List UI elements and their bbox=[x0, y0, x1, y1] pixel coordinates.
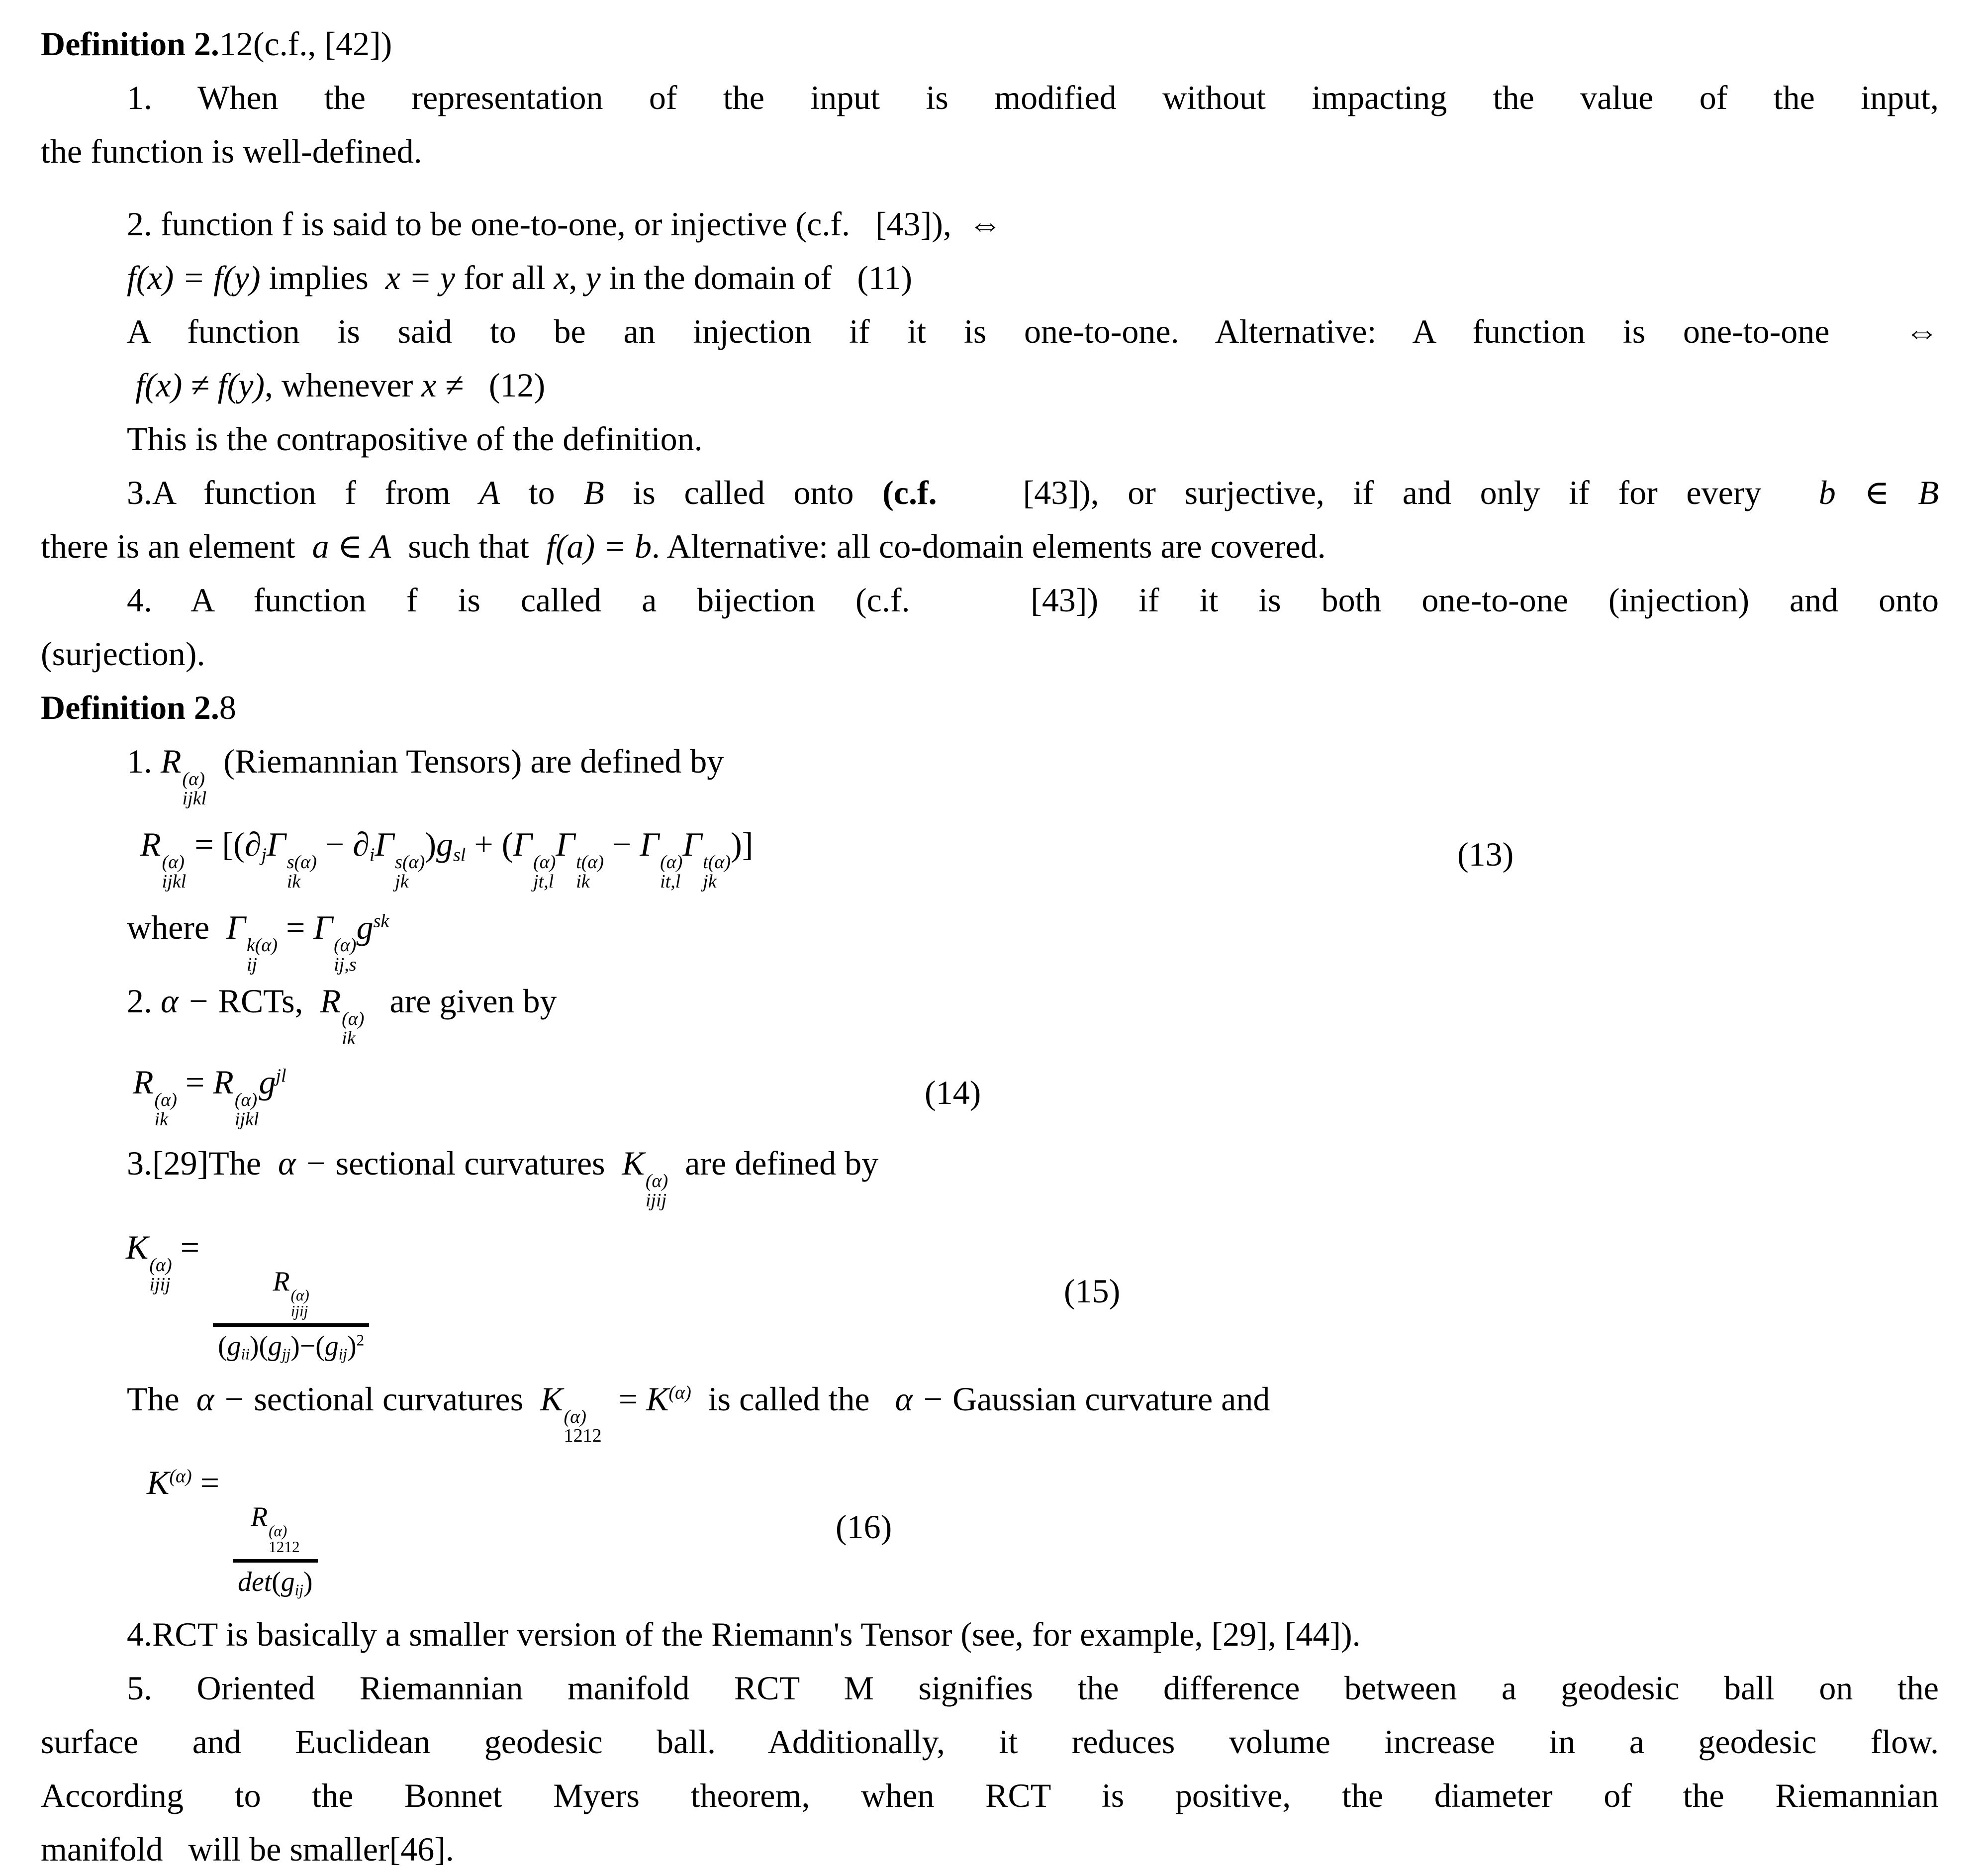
script-stack bbox=[660, 853, 682, 891]
text: sectional curvatures bbox=[327, 1144, 622, 1182]
text: [43]), or surjective, if and only if for every bbox=[937, 474, 1819, 511]
superscript: (α) bbox=[290, 1286, 309, 1304]
math-symbol: Γ bbox=[375, 825, 394, 863]
math-symbol: )] bbox=[731, 825, 754, 863]
subscript: i bbox=[369, 844, 375, 866]
text: . Alternative: all co-domain elements are covered. bbox=[652, 527, 1326, 565]
def28-item5-line3 bbox=[41, 1769, 1939, 1822]
script-stack bbox=[533, 853, 556, 891]
inline-math: α − bbox=[196, 1380, 246, 1418]
math-symbol: Γ bbox=[267, 825, 286, 863]
text: 1. When the representation of the input is modified without impacting the value of the input, bbox=[127, 79, 1939, 116]
equation-16 bbox=[41, 1446, 1939, 1607]
math-token bbox=[556, 825, 604, 892]
inline-math: B bbox=[583, 474, 604, 511]
math-symbol: ( bbox=[272, 1566, 281, 1597]
math-symbol: g bbox=[227, 1331, 241, 1362]
math-token bbox=[226, 908, 278, 975]
superscript: (α) bbox=[182, 769, 205, 790]
script-stack bbox=[646, 1172, 668, 1210]
superscript: sk bbox=[373, 910, 389, 931]
math-symbol: R bbox=[140, 825, 161, 863]
inline-math: y bbox=[585, 259, 601, 296]
superscript: t(α) bbox=[703, 851, 731, 873]
math-symbol: K bbox=[622, 1144, 645, 1182]
math-symbol: R bbox=[251, 1501, 268, 1533]
text: are defined by bbox=[668, 1144, 879, 1182]
math-symbol: = bbox=[191, 1464, 228, 1502]
def28-item3-intro bbox=[41, 1136, 1939, 1210]
subscript: it,l bbox=[660, 871, 681, 892]
inline-math: x = y bbox=[385, 259, 456, 296]
def28-item1-intro bbox=[41, 734, 1939, 808]
item4-line2 bbox=[41, 627, 1939, 681]
bold-text: Definition 2. bbox=[41, 689, 219, 726]
subscript: ij,s bbox=[334, 954, 357, 975]
math-symbol: g bbox=[436, 825, 453, 863]
math-symbol: Γ bbox=[313, 908, 333, 946]
heading-definition-2-12 bbox=[41, 17, 1939, 71]
math-token bbox=[177, 1063, 213, 1101]
math-token bbox=[273, 1266, 309, 1320]
math-symbol: = bbox=[278, 908, 314, 946]
math-symbol: = bbox=[172, 1228, 208, 1266]
script-stack bbox=[183, 770, 207, 808]
text: 2. function f is said to be one-to-one, or injective (c.f. [43]), bbox=[127, 205, 968, 243]
subscript: 1212 bbox=[564, 1425, 602, 1447]
math-symbol: + ( bbox=[466, 825, 513, 863]
subscript: ik bbox=[576, 871, 590, 892]
script-stack bbox=[342, 1009, 364, 1048]
script-stack bbox=[576, 853, 604, 891]
subscript: sl bbox=[453, 844, 466, 866]
equation-number: (13) bbox=[1457, 835, 1514, 874]
text: such that bbox=[391, 527, 546, 565]
item1-line2 bbox=[41, 124, 1939, 178]
math-symbol: )−( bbox=[290, 1331, 325, 1362]
math-token bbox=[140, 825, 187, 892]
math-symbol: R bbox=[213, 1063, 234, 1101]
text: is called onto bbox=[604, 474, 883, 511]
math-token bbox=[250, 1331, 268, 1362]
superscript: (α) bbox=[660, 851, 683, 873]
text: 12(c.f., [42]) bbox=[219, 25, 392, 63]
math-token bbox=[466, 825, 513, 863]
subscript: jj bbox=[282, 1345, 291, 1363]
subscript: ijkl bbox=[162, 871, 187, 892]
math-symbol: K bbox=[147, 1464, 170, 1502]
inline-math: f(x) ≠ f(y) bbox=[135, 366, 265, 404]
math-symbol: det bbox=[238, 1566, 272, 1597]
math-token bbox=[375, 825, 425, 892]
fraction-bar bbox=[213, 1323, 369, 1327]
inline-math: A bbox=[479, 474, 500, 511]
item3-line1 bbox=[41, 466, 1939, 519]
math-token bbox=[218, 1331, 227, 1362]
text: 2. bbox=[127, 982, 161, 1020]
script-stack bbox=[564, 1407, 602, 1446]
math-token bbox=[317, 825, 353, 863]
fraction-bar bbox=[233, 1559, 318, 1563]
script-stack bbox=[703, 853, 731, 891]
superscript: (α) bbox=[564, 1406, 586, 1427]
math-token bbox=[303, 1567, 313, 1597]
inline-math bbox=[622, 1144, 668, 1211]
subscript: ijkl bbox=[182, 788, 207, 809]
math-symbol: Γ bbox=[513, 825, 533, 863]
superscript: (α) bbox=[154, 1089, 177, 1111]
math-token bbox=[272, 1567, 281, 1597]
subscript: ii bbox=[241, 1345, 250, 1363]
def28-item5-line4 bbox=[41, 1822, 1939, 1876]
math-token bbox=[281, 1567, 303, 1597]
fraction-numerator bbox=[268, 1266, 314, 1319]
where-line bbox=[41, 900, 1939, 975]
inline-math bbox=[161, 742, 207, 809]
text: A function is said to be an injection if it is one-to-one. Alternative: A function is one-to-one bbox=[127, 312, 1905, 350]
math-symbol: R bbox=[320, 982, 341, 1020]
superscript: (α) bbox=[162, 851, 185, 873]
inline-math bbox=[540, 1380, 691, 1447]
text: 5. Oriented Riemannian manifold RCT M signifies the difference between a geodesic ball on the bbox=[127, 1669, 1939, 1707]
subscript: ijij bbox=[645, 1189, 667, 1211]
subscript: ik bbox=[342, 1028, 356, 1049]
fraction-numerator bbox=[246, 1501, 305, 1555]
subscript: jk bbox=[703, 871, 717, 892]
math-token bbox=[622, 1144, 668, 1211]
math-symbol: − bbox=[604, 825, 640, 863]
fraction bbox=[213, 1266, 369, 1362]
math-symbol: = bbox=[601, 1380, 647, 1418]
text: where bbox=[127, 908, 227, 946]
math-symbol: K bbox=[126, 1228, 149, 1266]
math-symbol: R bbox=[161, 742, 182, 780]
gaussian-curvature-line bbox=[41, 1372, 1939, 1446]
math-token bbox=[133, 1063, 177, 1130]
script-stack bbox=[235, 1090, 259, 1129]
equation-13 bbox=[41, 808, 1939, 900]
math-token bbox=[161, 742, 207, 809]
subscript: ijij bbox=[290, 1302, 308, 1320]
text: the function is well-defined. bbox=[41, 132, 422, 170]
math-symbol: R bbox=[273, 1266, 290, 1297]
text: This is the contrapositive of the definition. bbox=[127, 420, 703, 458]
text: (Riemannian Tensors) are defined by bbox=[206, 742, 724, 780]
subscript: ij bbox=[294, 1581, 303, 1599]
superscript: jl bbox=[276, 1065, 286, 1086]
math-token bbox=[513, 825, 556, 892]
math-token bbox=[646, 1380, 691, 1418]
superscript: s(α) bbox=[395, 851, 425, 873]
text: RCTs, bbox=[209, 982, 320, 1020]
heading-definition-2-8 bbox=[41, 681, 1939, 734]
inline-math: α − bbox=[278, 1144, 327, 1182]
math-token bbox=[251, 1501, 300, 1556]
text: 4. A function f is called a bijection (c.f. [43]) if it is both one-to-one (injection) and onto bbox=[127, 581, 1939, 619]
fraction bbox=[233, 1501, 318, 1597]
math-token bbox=[640, 825, 683, 892]
script-stack bbox=[247, 936, 278, 975]
math-symbol: Γ bbox=[556, 825, 575, 863]
equation-12-line bbox=[41, 358, 1939, 412]
inline-math: b ∈ B bbox=[1818, 474, 1939, 511]
def28-item5-line1 bbox=[41, 1661, 1939, 1715]
superscript: k(α) bbox=[246, 934, 278, 956]
superscript: (α) bbox=[269, 1522, 287, 1540]
math-token bbox=[320, 982, 365, 1049]
equation-math bbox=[126, 1228, 374, 1363]
math-symbol: R bbox=[133, 1063, 154, 1101]
inline-math bbox=[226, 908, 389, 975]
subscript: ijkl bbox=[234, 1109, 259, 1130]
text: is called the bbox=[691, 1380, 895, 1418]
equation-number: (16) bbox=[836, 1507, 892, 1546]
subscript: ik bbox=[154, 1109, 169, 1130]
equation-number: (15) bbox=[1064, 1272, 1121, 1310]
text: , whenever bbox=[265, 366, 422, 404]
math-symbol: = [( bbox=[186, 825, 245, 863]
item1-line1 bbox=[41, 71, 1939, 124]
subscript: ij bbox=[338, 1345, 348, 1363]
math-token bbox=[290, 1331, 325, 1362]
math-symbol: ) bbox=[425, 825, 436, 863]
fraction-denominator bbox=[213, 1331, 369, 1362]
superscript: 2 bbox=[356, 1331, 365, 1349]
def28-item5-line2 bbox=[41, 1715, 1939, 1769]
math-symbol: )( bbox=[249, 1331, 269, 1362]
subscript: ij bbox=[246, 954, 257, 975]
text: sectional curvatures bbox=[245, 1380, 541, 1418]
script-stack bbox=[287, 853, 317, 891]
bold-text: Definition 2. bbox=[41, 25, 219, 63]
math-token bbox=[186, 825, 245, 863]
text: for all bbox=[455, 259, 554, 296]
equation-11-line bbox=[41, 251, 1939, 304]
text: surface and Euclidean geodesic ball. Additionally, it reduces volume increase in a geodesic flow. bbox=[41, 1723, 1939, 1761]
math-symbol: ) bbox=[347, 1331, 357, 1362]
text: Gaussian curvature and bbox=[944, 1380, 1270, 1418]
math-token bbox=[682, 825, 731, 892]
subscript: jk bbox=[395, 871, 409, 892]
script-stack bbox=[291, 1287, 309, 1319]
item4-line1 bbox=[41, 573, 1939, 627]
text: in the domain of (11) bbox=[600, 259, 913, 296]
math-token bbox=[268, 1331, 290, 1362]
text: 3.[29]The bbox=[127, 1144, 279, 1182]
subscript: ik bbox=[286, 871, 301, 892]
superscript: t(α) bbox=[576, 851, 604, 873]
math-symbol: g bbox=[356, 908, 374, 946]
superscript: (α) bbox=[533, 851, 556, 873]
def28-item4 bbox=[41, 1607, 1939, 1661]
math-symbol: g bbox=[259, 1063, 276, 1101]
script-stack bbox=[269, 1523, 299, 1555]
math-token bbox=[604, 825, 640, 863]
math-token bbox=[731, 825, 753, 863]
text: 1. bbox=[127, 742, 161, 780]
script-stack bbox=[162, 853, 187, 891]
math-token bbox=[172, 1228, 208, 1266]
math-symbol: = bbox=[177, 1063, 213, 1101]
math-token bbox=[353, 825, 375, 866]
fraction-denominator bbox=[233, 1567, 318, 1597]
subscript: 1212 bbox=[269, 1538, 300, 1556]
script-stack bbox=[149, 1256, 172, 1294]
math-token bbox=[540, 1380, 602, 1447]
script-stack bbox=[395, 853, 425, 891]
math-symbol: ( bbox=[218, 1331, 227, 1362]
superscript: (α) bbox=[342, 1008, 365, 1030]
math-token bbox=[192, 1464, 228, 1501]
math-symbol: Γ bbox=[640, 825, 660, 863]
math-token bbox=[267, 825, 317, 892]
script-stack bbox=[155, 1090, 177, 1129]
superscript: (α) bbox=[334, 934, 357, 956]
math-symbol: K bbox=[540, 1380, 563, 1418]
text: (12) bbox=[463, 366, 546, 404]
math-symbol: Γ bbox=[682, 825, 702, 863]
math-token bbox=[238, 1567, 272, 1597]
math-symbol: g bbox=[324, 1331, 339, 1362]
text: to bbox=[500, 474, 584, 511]
superscript: (α) bbox=[169, 1466, 192, 1487]
bold-text: (c.f. bbox=[882, 474, 937, 511]
superscript: (α) bbox=[645, 1171, 668, 1192]
def28-item2-intro bbox=[41, 974, 1939, 1048]
math-symbol: g bbox=[268, 1331, 282, 1362]
math-token bbox=[357, 908, 389, 946]
script-stack bbox=[334, 936, 357, 975]
superscript: (α) bbox=[234, 1089, 258, 1111]
math-symbol: ∂ bbox=[244, 825, 262, 863]
item3-line2 bbox=[41, 519, 1939, 573]
inline-math: x bbox=[554, 259, 569, 296]
superscript: (α) bbox=[149, 1254, 172, 1276]
text: are given by bbox=[364, 982, 557, 1020]
item2-line1 bbox=[41, 197, 1939, 251]
inline-math: f(a) = b bbox=[546, 527, 652, 565]
equation-number: (14) bbox=[925, 1073, 981, 1111]
text: implies bbox=[260, 259, 385, 296]
bold-text: ⇔ bbox=[968, 205, 1002, 243]
subscript: j bbox=[261, 844, 267, 866]
text: there is an element bbox=[41, 527, 312, 565]
subscript: ijij bbox=[149, 1274, 171, 1295]
math-token bbox=[244, 825, 267, 866]
text bbox=[127, 366, 135, 404]
equation-math bbox=[140, 825, 754, 892]
text: , bbox=[568, 259, 586, 296]
text: The bbox=[127, 1380, 196, 1418]
item2-line3 bbox=[41, 304, 1939, 358]
equation-14 bbox=[41, 1048, 1939, 1136]
item2-line5 bbox=[41, 412, 1939, 466]
inline-math: x ≠ bbox=[421, 366, 464, 404]
text: manifold will be smaller[46]. bbox=[41, 1830, 454, 1869]
equation-math bbox=[133, 1063, 286, 1130]
math-token bbox=[602, 1380, 646, 1418]
math-symbol: − bbox=[316, 825, 353, 863]
inline-math: α − bbox=[895, 1380, 945, 1418]
math-symbol: g bbox=[281, 1566, 295, 1597]
text: 3.A function f from bbox=[127, 474, 479, 511]
math-token bbox=[213, 1063, 259, 1130]
equation-math bbox=[147, 1464, 323, 1599]
inline-math: a ∈ A bbox=[312, 527, 391, 565]
superscript: (α) bbox=[668, 1382, 691, 1403]
math-symbol: ) bbox=[303, 1566, 313, 1597]
text: According to the Bonnet Myers theorem, when RCT is positive, the diameter of the Riemannian bbox=[41, 1777, 1939, 1815]
math-token bbox=[347, 1331, 364, 1362]
math-token bbox=[259, 1063, 286, 1101]
math-token bbox=[227, 1331, 250, 1362]
text: 4.RCT is basically a smaller version of the Riemann's Tensor (see, for example, [29], [44]). bbox=[127, 1615, 1361, 1654]
text: 8 bbox=[219, 689, 236, 726]
inline-math: α − bbox=[161, 982, 210, 1020]
subscript: jt,l bbox=[533, 871, 554, 892]
math-token bbox=[325, 1331, 347, 1362]
math-token bbox=[278, 908, 313, 946]
inline-math bbox=[320, 982, 365, 1049]
math-symbol: ∂ bbox=[353, 825, 370, 863]
bold-text: ⇔ bbox=[1905, 312, 1939, 350]
math-token bbox=[425, 825, 436, 863]
inline-math: f(x) = f(y) bbox=[127, 259, 261, 296]
math-token bbox=[436, 825, 466, 866]
text: (surjection). bbox=[41, 635, 205, 673]
math-symbol: K bbox=[646, 1380, 669, 1418]
math-token bbox=[126, 1228, 172, 1295]
equation-15 bbox=[41, 1210, 1939, 1372]
math-token bbox=[313, 908, 357, 975]
math-symbol: Γ bbox=[226, 908, 246, 946]
superscript: s(α) bbox=[286, 851, 317, 873]
math-token bbox=[147, 1464, 192, 1501]
